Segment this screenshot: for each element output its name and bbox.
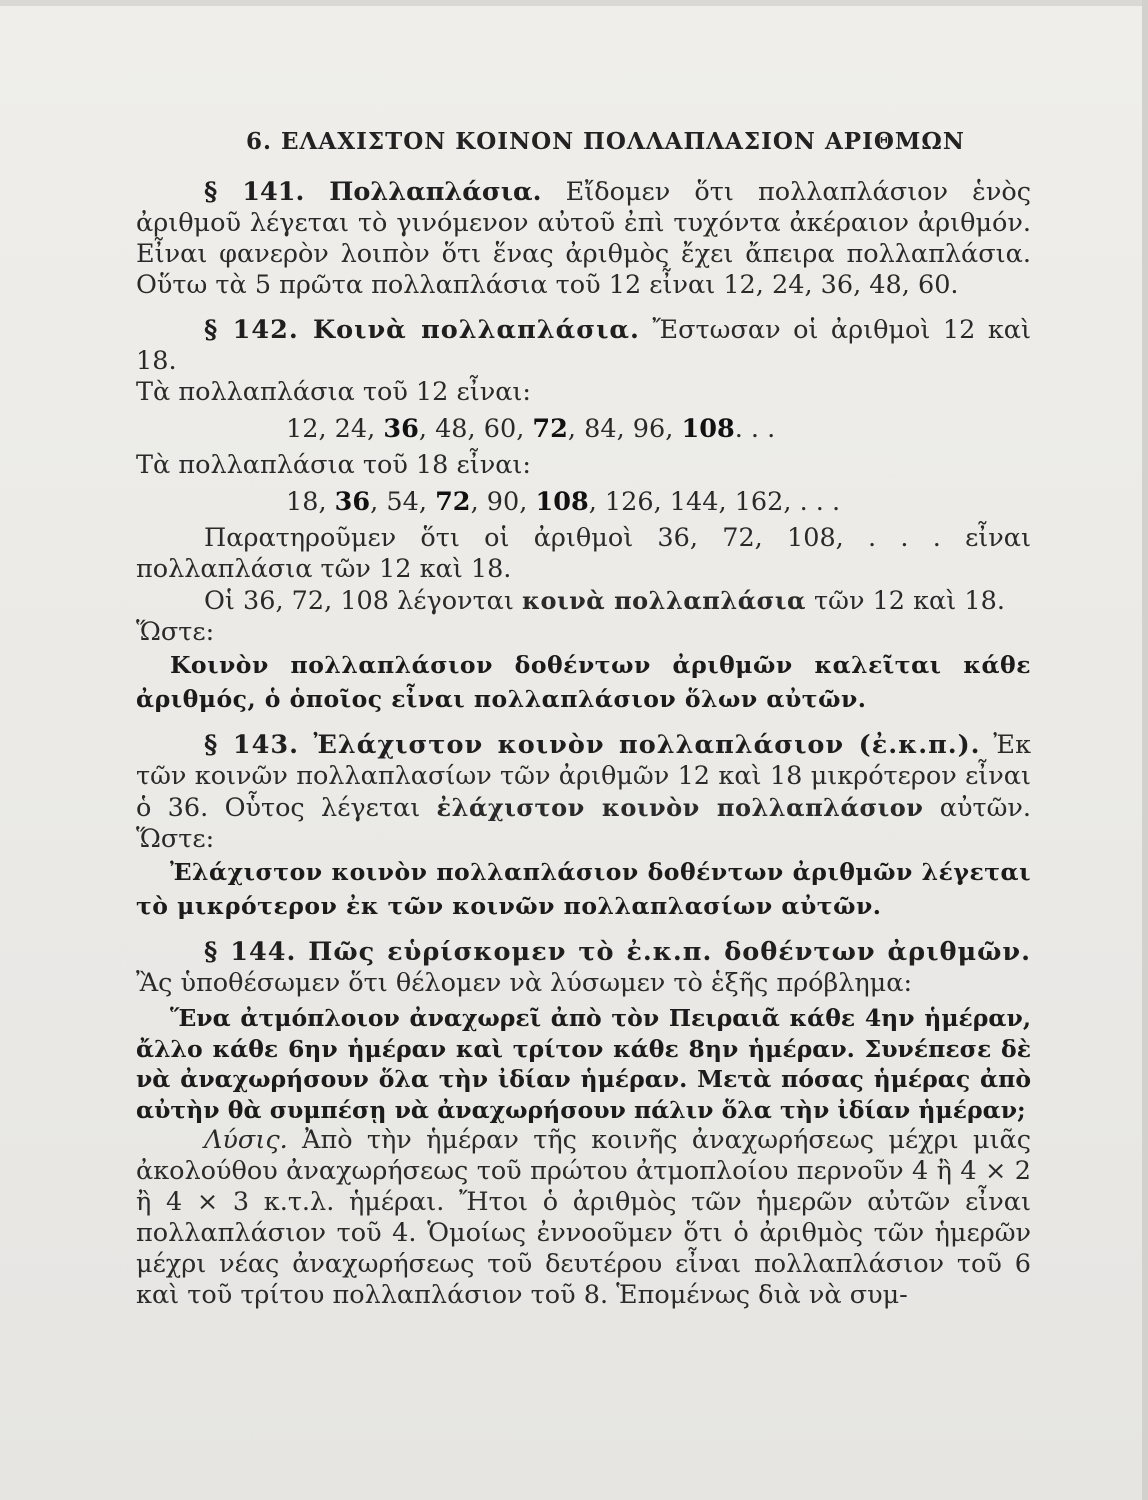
section-144-heading: § 144. Πῶς εὑρίσκομεν τὸ ἐ.κ.π. δοθέντων ἀριθμῶν.: [204, 937, 1031, 967]
section-143-heading: § 143. Ἐλάχιστον κοινὸν πολλαπλάσιον (ἐ.κ.π.).: [204, 730, 981, 760]
seq-item: 126: [604, 487, 654, 517]
section-142-text: Ἔστωσαν οἱ ἀριθμοὶ 12 καὶ 18.: [136, 315, 1031, 376]
section-142: [136, 315, 1031, 377]
section-141-text: Εἴδομεν ὅτι πολλαπλάσιον ἑνὸς ἀριθμοῦ λέγεται τὸ γινόμενον αὐτοῦ ἐπὶ τυχόντα ἀκέραιον ἀριθμόν. Εἶναι φανερὸν λοιπὸν ὅτι ἕνας ἀριθμὸς ἔχει ἄπειρα πολλαπλάσια. Οὕτω τὰ 5 πρῶτα πολλαπλάσια τοῦ 12 εἶναι 12, 24, 36, 48, 60.: [136, 177, 1031, 300]
section-143: [136, 730, 1031, 855]
section-141-heading: § 141. Πολλαπλάσια.: [204, 177, 542, 207]
observation-text: Οἱ 36, 72, 108 λέγονται: [204, 586, 523, 616]
observation-called: [136, 585, 1031, 617]
seq-item-common: 36: [334, 487, 371, 517]
seq-item-common: 108: [535, 487, 589, 517]
page-right-edge: [1142, 0, 1148, 1500]
seq-item: 12: [286, 414, 319, 444]
seq-item-common: 72: [435, 487, 471, 517]
page-top-edge: [0, 0, 1148, 6]
observation-text-end: τῶν 12 καὶ 18.: [805, 586, 1005, 616]
seq-item: 60: [483, 414, 517, 444]
section-144: [136, 937, 1031, 999]
seq-item: 96: [632, 414, 666, 444]
solution-text: Ἀπὸ τὴν ἡμέραν τῆς κοινῆς ἀναχωρήσεως μέχρι μιᾶς ἀκολούθου ἀναχωρήσεως τοῦ πρώτου ἀτμοπλοίου περνοῦν 4 ἢ 4 × 2 ἢ 4 × 3 κ.τ.λ. ἡμέραι. Ἤτοι ὁ ἀριθμὸς τῶν ἡμερῶν αὐτῶν εἶναι πολλαπλάσιον τοῦ 4. Ὁμοίως ἐννοοῦμεν ὅτι ὁ ἀριθμὸς τῶν ἡμερῶν μέχρι νέας ἀναχωρήσεως τοῦ δευτέρου εἶναι πολλαπλάσιον τοῦ 6 καὶ τοῦ τρίτου πολλαπλάσιον τοῦ 8. Ἑπομένως διὰ νὰ συμ-: [136, 1125, 1031, 1310]
term-lcm: ἐλάχιστον κοινὸν πολλαπλάσιον: [436, 793, 924, 822]
section-141: [136, 177, 1031, 301]
observation-common-multiples: Παρατηροῦμεν ὅτι οἱ ἀριθμοὶ 36, 72, 108, . . . εἶναι πολλαπλάσια τῶν 12 καὶ 18.: [136, 523, 1031, 584]
multiples-of-12-sequence: 12, 24, 36, 48, 60, 72, 84, 96, 108. . .: [286, 414, 776, 444]
multiples-of-18-label: Τὰ πολλαπλάσια τοῦ 18 εἶναι:: [136, 450, 532, 480]
seq-item: 48: [435, 414, 468, 444]
hoste-label: Ὥστε:: [136, 617, 215, 647]
seq-item: 144: [669, 487, 719, 517]
problem-statement: Ἕνα ἀτμόπλοιον ἀναχωρεῖ ἀπὸ τὸν Πειραιᾶ κάθε 4ην ἡμέραν, ἄλλο κάθε 6ην ἡμέραν καὶ τρίτον κάθε 8ην ἡμέραν. Συνέπεσε δὲ νὰ ἀναχωρήσουν ὅλα τὴν ἰδίαν ἡμέραν. Μετὰ πόσας ἡμέρας ἀπὸ αὐτὴν θὰ συμπέσῃ νὰ ἀναχωρήσουν πάλιν ὅλα τὴν ἰδίαν ἡμέραν;: [136, 1004, 1031, 1124]
chapter-title: 6. ΕΛΑΧΙΣΤΟΝ ΚΟΙΝΟΝ ΠΟΛΛΑΠΛΑΣΙΟΝ ΑΡΙΘΜΩΝ: [246, 128, 965, 155]
seq-item: 24: [334, 414, 368, 444]
page-content: [136, 128, 1031, 1311]
section-143-text-end: αὐτῶν. Ὥστε:: [136, 793, 1031, 854]
seq-item: 18: [286, 487, 319, 517]
seq-tail: . . .: [734, 414, 776, 444]
seq-item-common: 72: [532, 414, 568, 444]
seq-item: 90: [486, 487, 520, 517]
section-142-heading: § 142. Κοινὰ πολλαπλάσια.: [204, 315, 640, 345]
rule-common-multiple: Κοινὸν πολλαπλάσιον δοθέντων ἀριθμῶν καλεῖται κάθε ἀριθμός, ὁ ὁποῖος εἶναι πολλαπλάσιον ὅλων αὐτῶν.: [136, 651, 1031, 713]
section-143-text: Ἐκ τῶν κοινῶν πολλαπλασίων τῶν ἀριθμῶν 12 καὶ 18 μικρότερον εἶναι ὁ 36. Οὗτος λέγεται: [136, 730, 1032, 823]
multiples-of-12-label: Τὰ πολλαπλάσια τοῦ 12 εἶναι:: [136, 377, 532, 407]
solution-label: Λύσις.: [204, 1125, 288, 1155]
section-144-text: Ἂς ὑποθέσωμεν ὅτι θέλομεν νὰ λύσωμεν τὸ ἑξῆς πρόβλημα:: [136, 968, 913, 998]
seq-tail: , . . .: [783, 487, 841, 517]
seq-item: 162: [734, 487, 784, 517]
rule-lcm: Ἐλάχιστον κοινὸν πολλαπλάσιον δοθέντων ἀριθμῶν λέγεται τὸ μικρότερον ἐκ τῶν κοινῶν πολλαπλασίων αὐτῶν.: [136, 858, 1031, 920]
seq-item-common: 108: [681, 414, 735, 444]
solution: [136, 1125, 1031, 1311]
seq-item: 84: [584, 414, 617, 444]
seq-item-common: 36: [383, 414, 419, 444]
term-common-multiples: κοινὰ πολλαπλάσια: [522, 586, 806, 615]
seq-item: 54: [386, 487, 419, 517]
multiples-of-18-sequence: 18, 36, 54, 72, 90, 108, 126, 144, 162, . . .: [286, 487, 841, 517]
